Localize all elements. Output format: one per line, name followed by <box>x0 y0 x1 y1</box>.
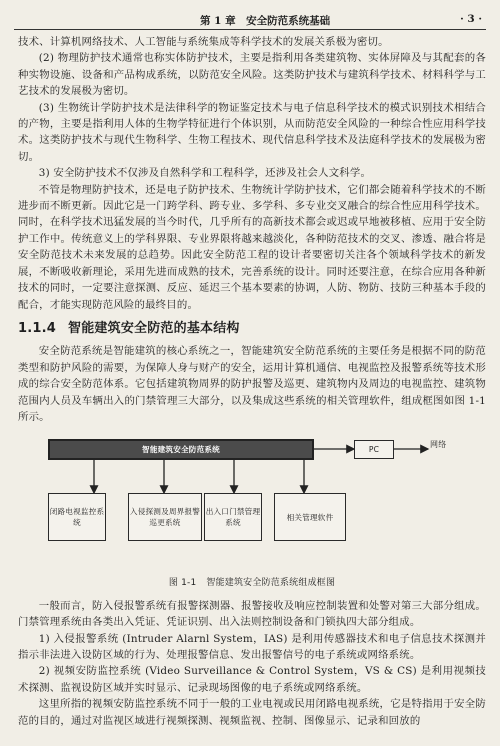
paragraph: 一般而言，防入侵报警系统有报警探测器、报警接收及响应控制装置和处警对第三大部分组成。门禁管理系统由各类出入凭证、凭证识别、出入法则控制设备和门锁执四大部分组成。 <box>18 599 486 629</box>
paragraph: 这里所指的视频安防监控系统不同于一般的工业电视或民用闭路电视系统，它是特指用于安全防范的目的，通过对监视区域进行视频探测、视频监视、控制、图像显示、记录和回放的 <box>18 698 486 727</box>
network-label: 网络 <box>430 440 447 450</box>
page-number: · 3 · <box>460 13 482 25</box>
page-body <box>18 34 486 729</box>
chapter-title: 第 1 章 安全防范系统基础 <box>200 15 331 27</box>
paragraph: 技术、计算机网络技术、人工智能与系统集成等科学技术的发展关系极为密切。 <box>18 36 389 48</box>
figure-caption-text: 智能建筑安全防范系统组成框图 <box>206 578 336 589</box>
pc-box: PC <box>354 440 394 459</box>
access-control-box: 出入口门禁管理系统 <box>204 493 262 541</box>
paragraph: 不管是物理防护技术，还是电子防护技术、生物统计学防护技术，它们都会随着科学技术的不断进步而不断更新。因此它是一门跨学科、跨专业、多学科、多专业交叉融合的综合性应用科学技术。同时，在科学技术迅猛发展的当今时代，几乎所有的高新技术都会或迟或早地被移植、应用于安全防护工作中。传统意义上的学科界限、专业界限将越来越淡化，各种防范技术的交叉、渗透、融合将是安全防范技术未来发展的总趋势。因此安全防范工程的设计者要密切关注各个领域科学技术的新发展，不断吸收新理论，采用先进而成熟的技术，完善系统的设计。同时还要注意，在综合应用各种新技术的同时，一定要注意探测、反应、延迟三个基本要素的协调，人防、物防、技防三种基本手段的配合，才能实现防范风险的最终目的。 <box>18 183 486 311</box>
paragraph: 2) 视频安防监控系统 (Video Surveillance & Control System，VS & CS) 是利用视频技术探测、监视设防区域并实时显示、记录现场图像的电子系统或网络系统。 <box>18 665 486 694</box>
paragraph: 1) 入侵报警系统 (Intruder Alarnl System，IAS) 是利用传感器技术和电子信息技术探测并指示非法进入设防区域的行为、处理报警信息、发出报警信号的电子系统或网络系统。 <box>18 632 486 661</box>
main-system-box: 智能建筑安全防范系统 <box>48 439 314 460</box>
intrusion-alarm-box: 入侵探测及周界报警巡更系统 <box>128 493 202 541</box>
paragraph: 安全防范系统是智能建筑的核心系统之一，智能建筑安全防范系统的主要任务是根据不同的防范类型和防护风险的需要，为保障人身与财产的安全，运用计算机通信、电视监控及报警系统等技术形成的综合安全防范体系。它包括建筑物周界的防护报警及巡更、建筑物内及周边的电视监控、建筑物范围内人员及车辆出入的门禁管理三大部分，以及集成这些系统的相关管理软件，组成框图如图 1-1 所示。 <box>18 345 486 423</box>
block-diagram <box>18 431 486 569</box>
section-heading <box>18 321 486 337</box>
paragraph: (3) 生物统计学防护技术是法律科学的物证鉴定技术与电子信息科学技术的模式识别技术相结合的产物，主要是指利用人体的生物学特征进行个体识别，从而防范安全风险的一种综合性应用科学技术。这类防护技术与现代生物科学、生物工程技术、现代信息科学技术及法庭科学技术的发展极为密切。 <box>18 101 486 163</box>
section-title: 智能建筑安全防范的基本结构 <box>68 320 240 336</box>
running-header <box>14 8 486 30</box>
figure-caption <box>18 575 486 591</box>
paragraph: (2) 物理防护技术通常也称实体防护技术，主要是指利用各类建筑物、实体屏障及与其配套的各种实物设施、设备和产品构成系统，以防范安全风险。这类防护技术与建筑科学技术、材料科学与工艺技术的发展极为密切。 <box>18 52 486 98</box>
management-software-box: 相关管理软件 <box>274 493 346 541</box>
paragraph: 3) 安全防护技术不仅涉及自然科学和工程科学，还涉及社会人文科学。 <box>38 167 372 180</box>
figure-number: 图 1-1 <box>168 578 197 589</box>
cctv-system-box: 闭路电视监控系统 <box>48 493 106 541</box>
section-number: 1.1.4 <box>18 320 57 336</box>
